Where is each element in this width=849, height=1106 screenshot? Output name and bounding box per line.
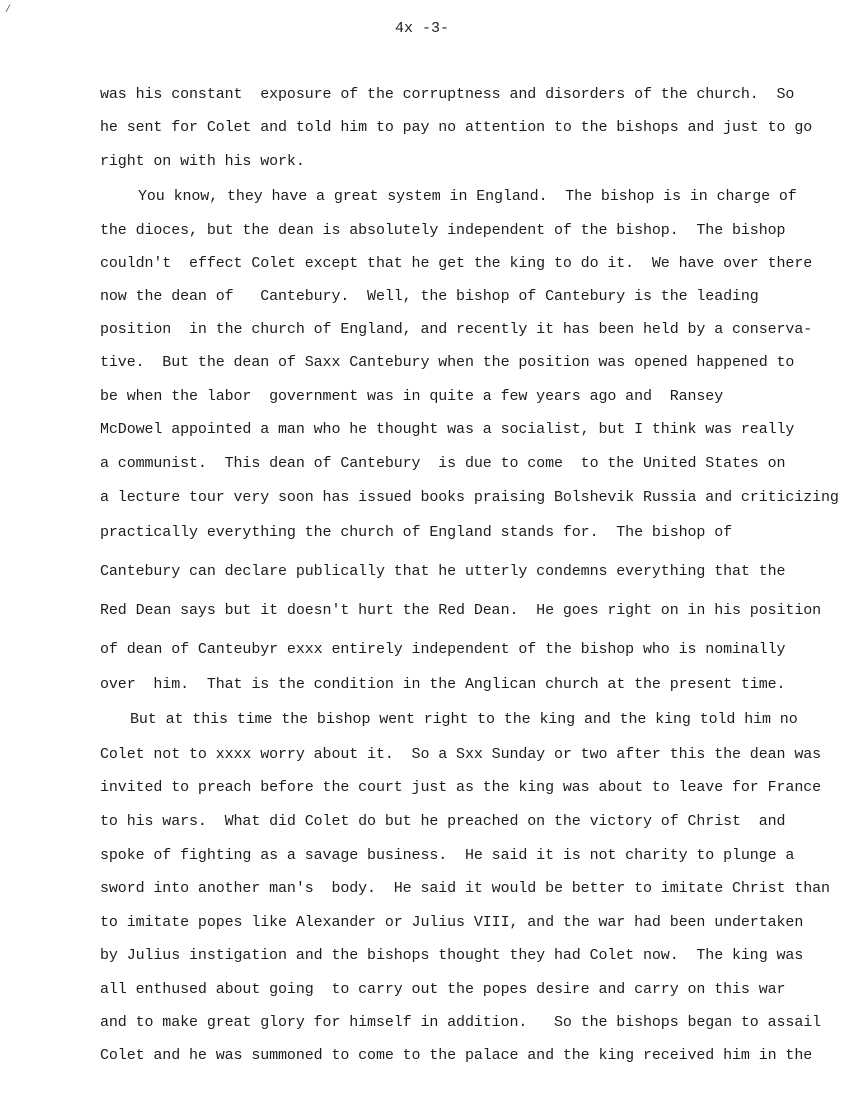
text-line: he sent for Colet and told him to pay no attention to the bishops and just to go (100, 119, 813, 136)
page-number: 4x -3- (395, 20, 450, 37)
text-line: was his constant exposure of the corruptness and disorders of the church. So (100, 86, 795, 103)
text-line: Colet not to xxxx worry about it. So a Sxx Sunday or two after this the dean was (100, 746, 822, 763)
text-line: the dioces, but the dean is absolutely independent of the bishop. The bishop (100, 222, 786, 239)
text-line: be when the labor government was in quite a few years ago and Ransey (100, 388, 724, 405)
text-line: Colet and he was summoned to come to the palace and the king received him in the (100, 1047, 813, 1064)
text-line: spoke of fighting as a savage business. He said it is not charity to plunge a (100, 847, 795, 864)
text-line: You know, they have a great system in England. The bishop is in charge of (138, 188, 797, 205)
text-line: of dean of Canteubyr exxx entirely independent of the bishop who is nominally (100, 641, 786, 658)
text-line: sword into another man's body. He said it would be better to imitate Christ than (100, 880, 830, 897)
text-line: now the dean of Cantebury. Well, the bishop of Cantebury is the leading (100, 288, 759, 305)
text-line: to his wars. What did Colet do but he preached on the victory of Christ and (100, 813, 786, 830)
text-line: by Julius instigation and the bishops thought they had Colet now. The king was (100, 947, 804, 964)
text-line: Red Dean says but it doesn't hurt the Red Dean. He goes right on in his position (100, 602, 822, 619)
text-line: a communist. This dean of Cantebury is due to come to the United States on (100, 455, 786, 472)
text-line: all enthused about going to carry out the popes desire and carry on this war (100, 981, 786, 998)
text-line: right on with his work. (100, 153, 305, 170)
text-line: couldn't effect Colet except that he get the king to do it. We have over there (100, 255, 813, 272)
text-line: invited to preach before the court just as the king was about to leave for France (100, 779, 822, 796)
text-line: practically everything the church of England stands for. The bishop of (100, 524, 733, 541)
text-line: McDowel appointed a man who he thought was a socialist, but I think was really (100, 421, 795, 438)
text-line: tive. But the dean of Saxx Cantebury when the position was opened happened to (100, 354, 795, 371)
text-line: Cantebury can declare publically that he utterly condemns everything that the (100, 563, 786, 580)
text-line: and to make great glory for himself in addition. So the bishops began to assail (100, 1014, 822, 1031)
text-line: a lecture tour very soon has issued books praising Bolshevik Russia and criticizing (100, 489, 839, 506)
text-line: over him. That is the condition in the Anglican church at the present time. (100, 676, 786, 693)
margin-mark: / (5, 5, 12, 16)
text-line: to imitate popes like Alexander or Julius VIII, and the war had been undertaken (100, 914, 804, 931)
text-line: But at this time the bishop went right to the king and the king told him no (130, 711, 798, 728)
text-line: position in the church of England, and recently it has been held by a conserva- (100, 321, 813, 338)
